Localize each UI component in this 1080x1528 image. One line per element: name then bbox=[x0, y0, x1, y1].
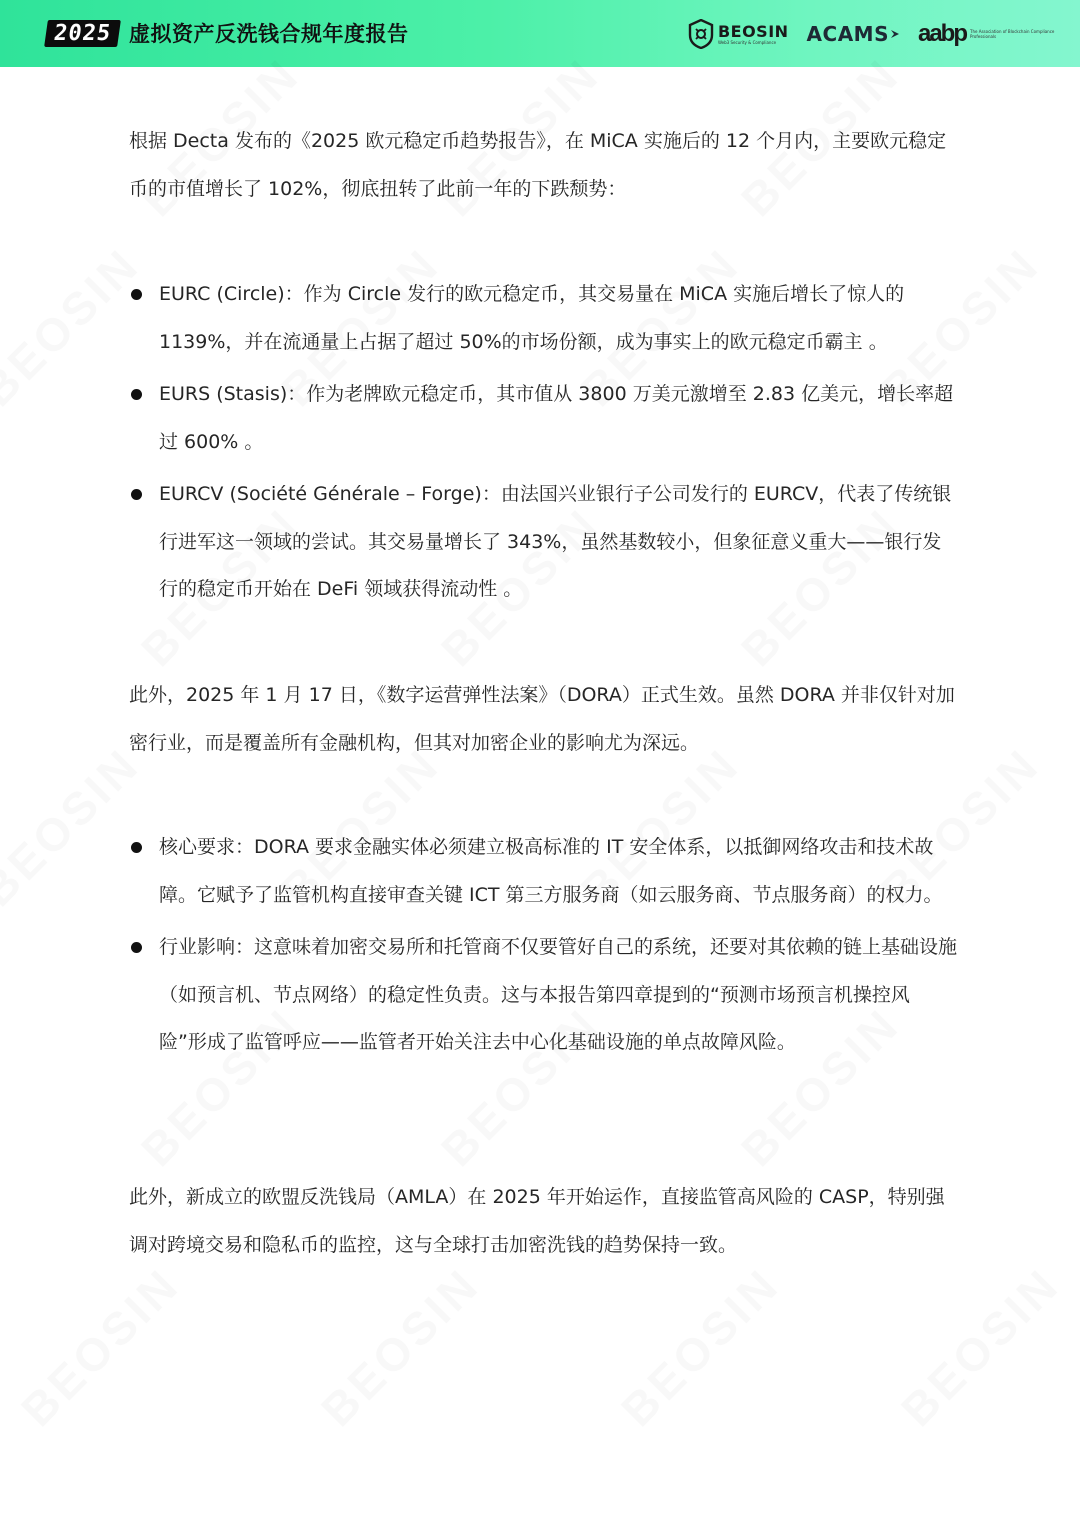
watermark bbox=[310, 1257, 490, 1437]
partner-logos bbox=[688, 16, 1056, 52]
year-badge: 2025 bbox=[44, 20, 121, 47]
bullet-icon bbox=[131, 489, 142, 500]
paragraph-dora: 此外，2025 年 1 月 17 日，《数字运营弹性法案》（DORA）正式生效。虽然 DORA 并非仅针对加密行业，而是覆盖所有金融机构，但其对加密企业的影响尤为深远。 bbox=[129, 684, 955, 754]
dora-list bbox=[129, 824, 957, 1067]
report-title: 虚拟资产反洗钱合规年度报告 bbox=[129, 22, 409, 46]
acams-wordmark: ACAMS bbox=[806, 22, 889, 46]
list-item bbox=[129, 824, 957, 919]
list-item bbox=[129, 271, 957, 366]
aabp-logo bbox=[918, 20, 1056, 48]
list-item-text: EURS (Stasis)：作为老牌欧元稳定币，其市值从 3800 万美元激增至 2.83 亿美元，增长率超过 600% 。 bbox=[159, 383, 954, 453]
watermark bbox=[890, 1257, 1070, 1437]
acams-swoosh-icon bbox=[890, 28, 900, 40]
paragraph-euro-stablecoin-intro: 根据 Decta 发布的《2025 欧元稳定币趋势报告》，在 MiCA 实施后的 12 个月内，主要欧元稳定币的市值增长了 102%，彻底扭转了此前一年的下跌颓势： bbox=[129, 130, 947, 200]
watermark bbox=[0, 737, 150, 917]
list-item bbox=[129, 924, 957, 1067]
aabp-wordmark: aabp bbox=[917, 20, 966, 47]
euro-stablecoin-list bbox=[129, 271, 957, 614]
beosin-tagline: Web3 Security & Compliance bbox=[717, 39, 777, 45]
bullet-icon bbox=[131, 389, 142, 400]
report-header bbox=[0, 0, 1080, 67]
acams-logo bbox=[807, 22, 900, 46]
beosin-shield-icon bbox=[688, 19, 714, 49]
bullet-icon bbox=[131, 942, 142, 953]
list-item bbox=[129, 471, 957, 614]
paragraph-amla: 此外，新成立的欧盟反洗钱局（AMLA）在 2025 年开始运作，直接监管高风险的 CASP，特别强调对跨境交易和隐私币的监控，这与全球打击加密洗钱的趋势保持一致。 bbox=[129, 1186, 945, 1256]
list-item bbox=[129, 371, 957, 466]
list-item-text: EURC (Circle)：作为 Circle 发行的欧元稳定币，其交易量在 MiCA 实施后增长了惊人的 1139%，并在流通量上占据了超过 50%的市场份额，成为事实上的欧元稳定币霸主 。 bbox=[159, 283, 905, 353]
list-item-text: 核心要求：DORA 要求金融实体必须建立极高标准的 IT 安全体系，以抵御网络攻击和技术故障。它赋予了监管机构直接审查关键 ICT 第三方服务商（如云服务商、节点服务商）的权力。 bbox=[159, 836, 943, 906]
watermark bbox=[10, 1257, 190, 1437]
watermark bbox=[0, 237, 150, 417]
aabp-tagline: The Association of Blockchain Compliance Professionals bbox=[970, 29, 1055, 39]
bullet-icon bbox=[131, 289, 142, 300]
beosin-logo bbox=[688, 19, 789, 49]
bullet-icon bbox=[131, 842, 142, 853]
beosin-wordmark: BEOSIN bbox=[717, 21, 789, 41]
list-item-text: 行业影响：这意味着加密交易所和托管商不仅要管好自己的系统，还要对其依赖的链上基础设施（如预言机、节点网络）的稳定性负责。这与本报告第四章提到的“预测市场预言机操控风险”形成了监管呼应——监管者开始关注去中心化基础设施的单点故障风险。 bbox=[159, 936, 958, 1053]
watermark bbox=[610, 1257, 790, 1437]
list-item-text: EURCV (Société Générale – Forge)：由法国兴业银行子公司发行的 EURCV，代表了传统银行进军这一领域的尝试。其交易量增长了 343%，虽然基数较小，但象征意义重大——银行发行的稳定币开始在 DeFi 领域获得流动性 。 bbox=[159, 483, 952, 600]
